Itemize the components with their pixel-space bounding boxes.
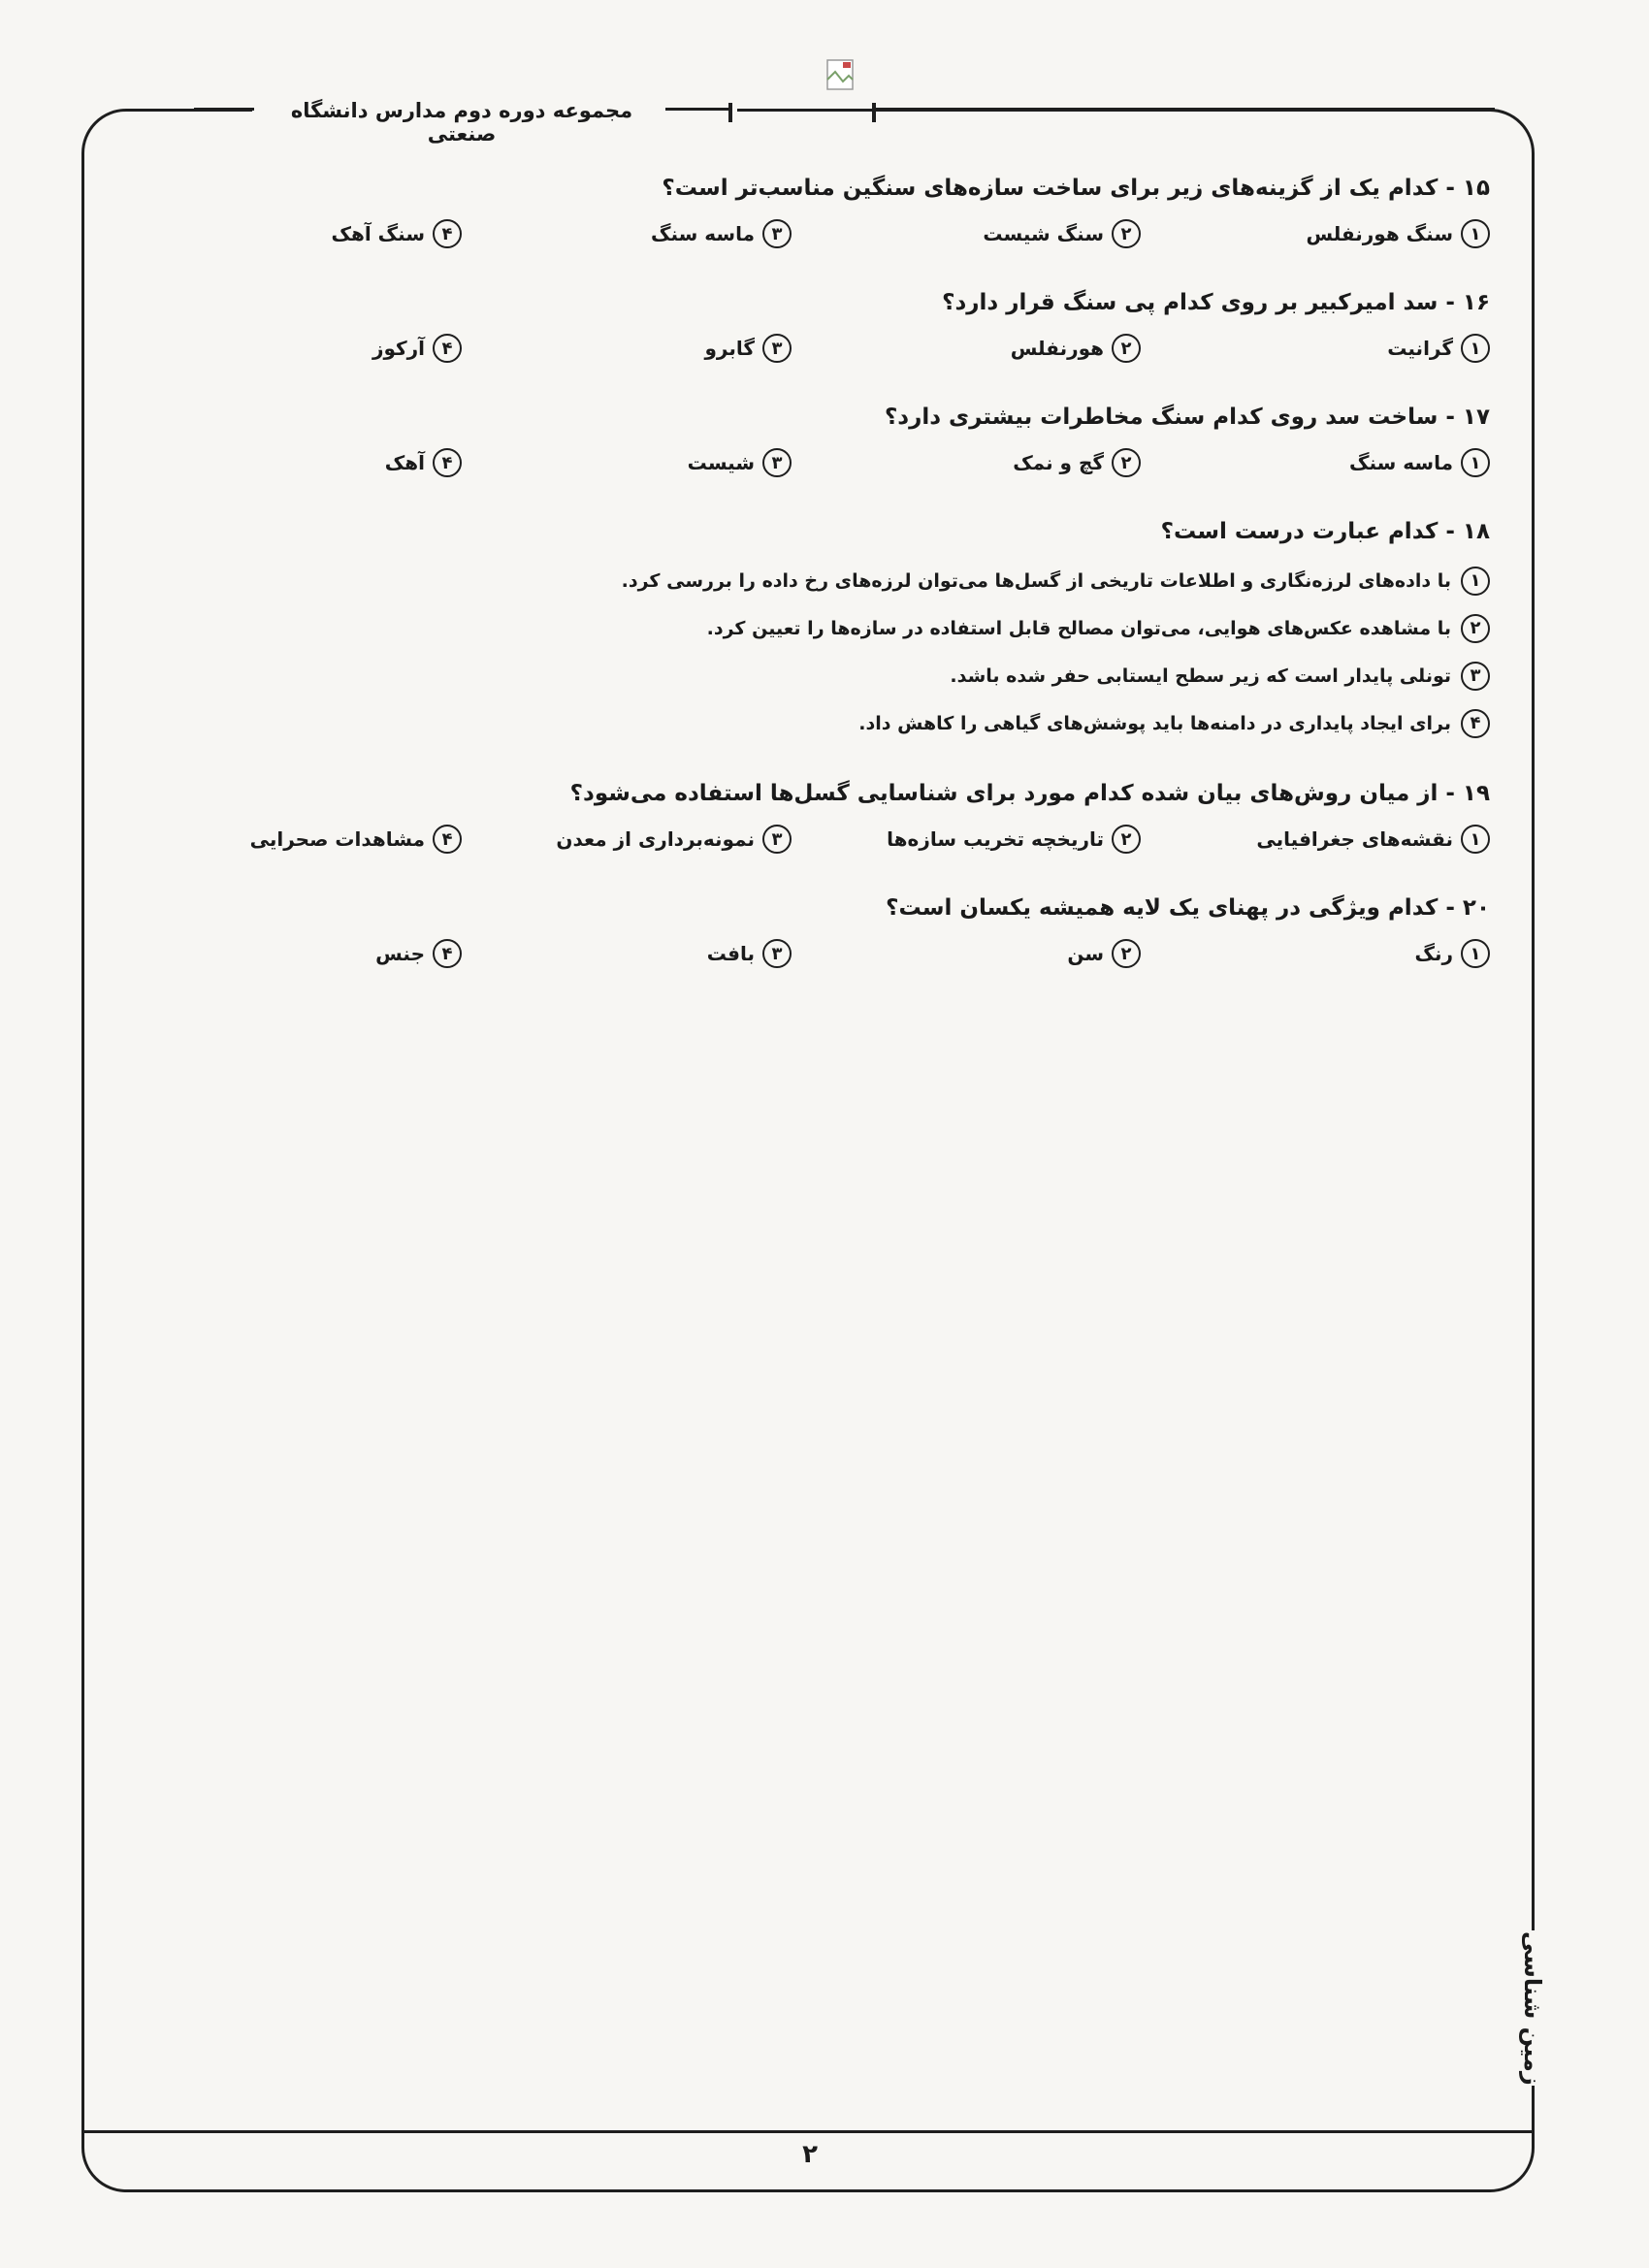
option-4: ۴ سنگ آهک [171, 219, 462, 248]
question-title: ۱۸ - کدام عبارت درست است؟ [1160, 519, 1490, 544]
question-16 [291, 279, 1490, 394]
option-2: ۲ سنگ شیست [850, 219, 1141, 248]
option-1: ۱ رنگ [1199, 939, 1490, 968]
questions-list [249, 165, 1490, 999]
option-2: ۲ گچ و نمک [850, 448, 1141, 477]
option-4: ۴ آرکوز [171, 334, 462, 363]
option-2: ۲ هورنفلس [850, 334, 1141, 363]
option-2: ۲ تاریخچه تخریب سازه‌ها [850, 825, 1141, 854]
option-4: ۴ جنس [171, 939, 462, 968]
option-3: ۳ نمونه‌برداری از معدن [501, 825, 792, 854]
option-3: ۳ بافت [501, 939, 792, 968]
option-1: ۱ گرانیت [1199, 334, 1490, 363]
question-20 [291, 885, 1490, 999]
question-title: ۱۹ - از میان روش‌های بیان شده کدام مورد برای شناسایی گسل‌ها استفاده می‌شود؟ [569, 781, 1490, 806]
option-1: ۱ ماسه سنگ [1199, 448, 1490, 477]
option-3: ۳ ماسه سنگ [501, 219, 792, 248]
option-1: ۱ نقشه‌های جغرافیایی [1199, 825, 1490, 854]
header-title: مجموعه دوره دوم مدارس دانشگاه صنعتی [290, 99, 633, 146]
page-number: ۲ [802, 2140, 818, 2169]
option-2: ۲ سن [850, 939, 1141, 968]
option-4: ۴ مشاهدات صحرایی [171, 825, 462, 854]
question-title: ۱۵ - کدام یک از گزینه‌های زیر برای ساخت سازه‌های سنگین مناسب‌تر است؟ [662, 176, 1490, 201]
question-title: ۱۷ - ساخت سد روی کدام سنگ مخاطرات بیشتری دارد؟ [884, 405, 1490, 430]
option-2: ۲ با مشاهده عکس‌های هوایی، می‌توان مصالح قابل استفاده در سازه‌ها را تعیین کرد. [291, 604, 1490, 652]
option-4: ۴ آهک [171, 448, 462, 477]
question-17 [291, 394, 1490, 508]
subject-side-label: زمین شناسی [1513, 1930, 1552, 2086]
question-18 [291, 508, 1490, 770]
question-title: ۲۰ - کدام ویژگی در پهنای یک لایه همیشه یکسان است؟ [886, 895, 1490, 921]
footer-divider [81, 2130, 1535, 2133]
option-1: ۱ با داده‌های لرزه‌نگاری و اطلاعات تاریخی از گسل‌ها می‌توان لرزه‌های رخ داده را بررسی کرد. [291, 557, 1490, 604]
question-19 [249, 770, 1490, 885]
option-3: ۳ تونلی پایدار است که زیر سطح ایستابی حفر شده باشد. [291, 652, 1490, 699]
question-title: ۱۶ - سد امیرکبیر بر روی کدام پی سنگ قرار دارد؟ [942, 290, 1490, 315]
option-3: ۳ گابرو [501, 334, 792, 363]
question-15 [291, 165, 1490, 279]
broken-image-icon [825, 58, 858, 93]
option-3: ۳ شیست [501, 448, 792, 477]
option-4: ۴ برای ایجاد پایداری در دامنه‌ها باید پوشش‌های گیاهی را کاهش داد. [291, 699, 1490, 747]
option-1: ۱ سنگ هورنفلس [1199, 219, 1490, 248]
